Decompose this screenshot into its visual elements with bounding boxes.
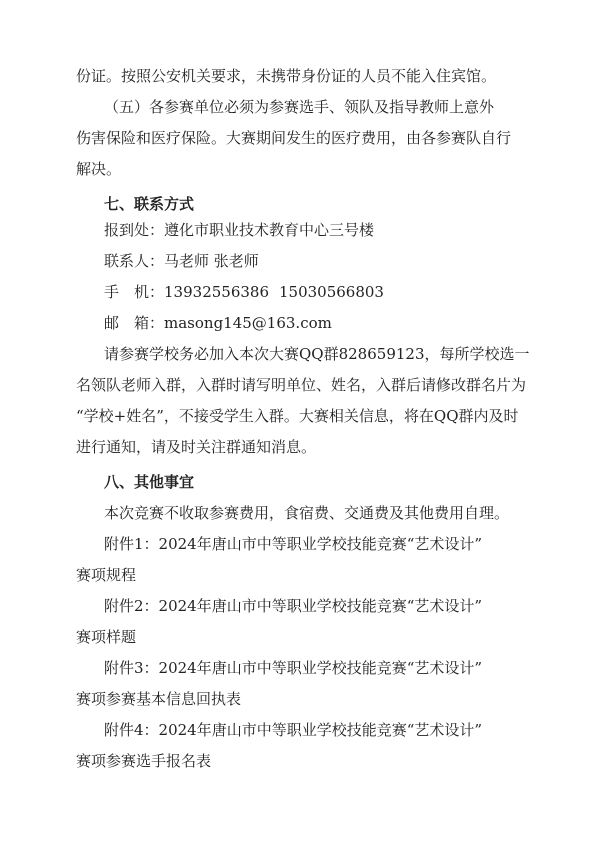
attachment-4-line-2: 赛项参赛选手报名表: [76, 752, 212, 770]
phone-label: 手 机：: [104, 283, 165, 301]
paragraph-id-requirement: 份证。按照公安机关要求，未携带身份证的人员不能入住宾馆。: [76, 67, 497, 85]
item-5-line-2: 伤害保险和医疗保险。大赛期间发生的医疗费用，由各参赛队自行: [76, 129, 512, 147]
attachment-4-line-1: 附件4：2024年唐山市中等职业学校技能竞赛“艺术设计”: [104, 721, 483, 739]
contact-address: [104, 220, 374, 240]
item-5-line-3: 解决。: [76, 160, 122, 178]
attachment-3-line-2: 赛项参赛基本信息回执表: [76, 690, 242, 708]
qq-group-line-4: 进行通知，请及时关注群通知消息。: [76, 438, 317, 456]
attachment-2-line-1: 附件2：2024年唐山市中等职业学校技能竞赛“艺术设计”: [104, 597, 483, 615]
contact-email: [104, 313, 332, 333]
attachment-3-line-1: 附件3：2024年唐山市中等职业学校技能竞赛“艺术设计”: [104, 659, 483, 677]
address-label: 报到处：: [104, 221, 165, 239]
attachment-1-line-2: 赛项规程: [76, 566, 137, 584]
item-5-line-1: （五）各参赛单位必须为参赛选手、领队及指导教师上意外: [104, 98, 495, 116]
qq-group-line-3: “学校+姓名”，不接受学生入群。大赛相关信息，将在QQ群内及时: [76, 407, 519, 425]
contacts-value: 马老师 张老师: [164, 252, 259, 270]
contacts-label: 联系人：: [104, 252, 165, 270]
contact-phone: [104, 282, 384, 302]
fees-paragraph: 本次竞赛不收取参赛费用，食宿费、交通费及其他费用自理。: [104, 504, 510, 522]
email-value: masong145@163.com: [164, 314, 332, 332]
contact-people: [104, 251, 259, 271]
section-7-heading: 七、联系方式: [104, 195, 195, 213]
address-value: 遵化市职业技术教育中心三号楼: [164, 221, 375, 239]
section-8-heading: 八、其他事宜: [104, 473, 195, 491]
phone-number-1: 13932556386: [164, 283, 269, 301]
qq-group-line-1: 请参赛学校务必加入本次大赛QQ群828659123，每所学校选一: [104, 345, 530, 363]
attachment-2-line-2: 赛项样题: [76, 628, 137, 646]
email-label: 邮 箱：: [104, 314, 165, 332]
qq-group-line-2: 名领队老师入群，入群时请写明单位、姓名，入群后请修改群名片为: [76, 376, 527, 394]
attachment-1-line-1: 附件1：2024年唐山市中等职业学校技能竞赛“艺术设计”: [104, 535, 483, 553]
phone-number-2: 15030566803: [279, 283, 384, 301]
